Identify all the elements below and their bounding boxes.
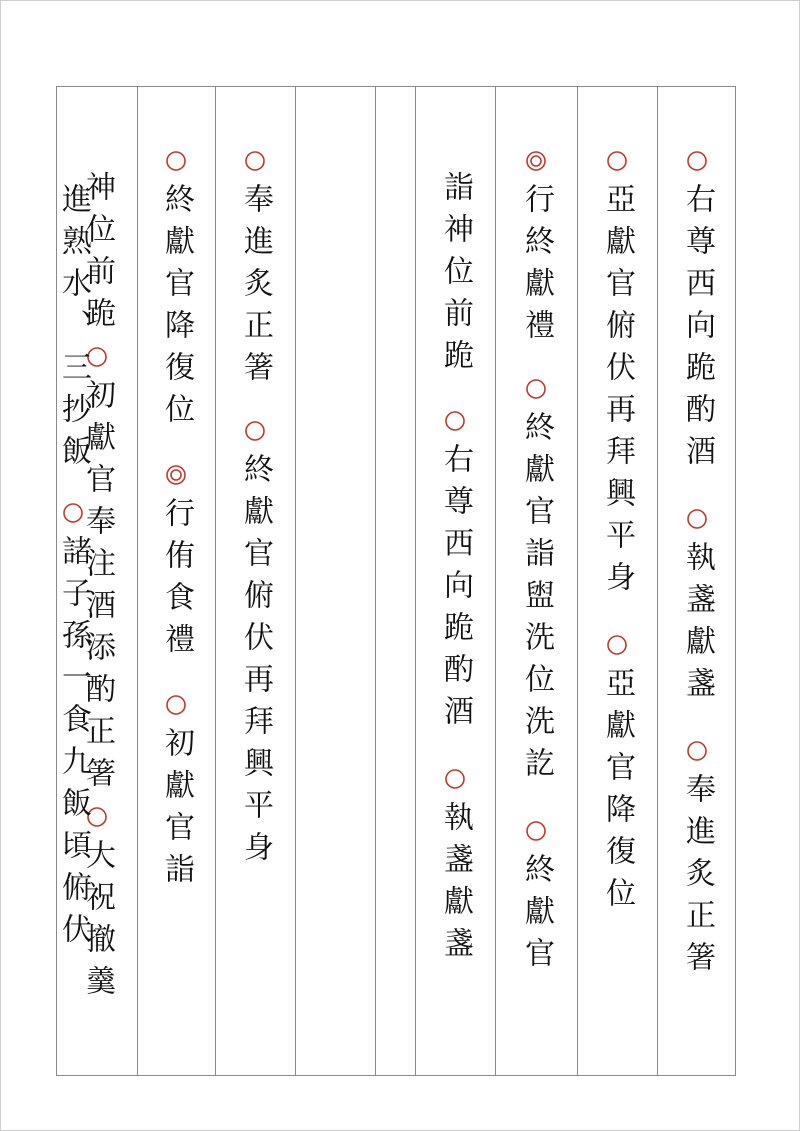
column-text: 終獻官	[519, 853, 554, 979]
text-segment	[160, 689, 192, 895]
column-grid	[56, 86, 736, 1076]
column-text: 行終獻禮	[519, 183, 554, 351]
text-segment	[439, 405, 471, 737]
column-text: 右尊西向跪酌酒	[438, 443, 473, 737]
column-text: 終獻官詣盥洗位洗訖	[519, 411, 554, 789]
column-text: 亞獻官降復位	[600, 667, 635, 919]
text-segment	[601, 629, 633, 919]
circle-mark-icon	[57, 497, 89, 529]
text-segment	[160, 145, 192, 435]
circle-mark-icon	[520, 373, 552, 405]
text-segment	[601, 145, 633, 603]
circle-mark-icon	[160, 145, 192, 177]
column-text: 神位前跪	[80, 171, 115, 339]
column-text: 初獻官奉注酒添酌正箸	[80, 379, 115, 799]
text-column	[415, 87, 495, 1075]
double-circle-mark-icon	[520, 145, 552, 177]
text-segment	[438, 165, 473, 381]
circle-mark-icon	[439, 763, 471, 795]
column-text: 詣神位前跪	[438, 171, 473, 381]
double-circle-mark-icon	[160, 459, 192, 491]
text-column	[215, 87, 295, 1075]
text-segment	[520, 145, 552, 351]
column-text: 奉進炙正箸	[238, 183, 273, 393]
text-segment	[681, 145, 713, 477]
text-column	[577, 87, 657, 1075]
circle-mark-icon	[439, 405, 471, 437]
text-segment	[239, 415, 271, 873]
column-text: 進熟水、三抄飯	[56, 183, 91, 477]
text-segment	[439, 763, 471, 969]
text-column	[295, 87, 375, 1075]
text-column	[495, 87, 577, 1075]
column-text: 諸子孫一食九飯頃俯伏	[56, 535, 91, 955]
text-segment	[56, 177, 91, 477]
circle-mark-icon	[681, 145, 713, 177]
circle-mark-icon	[239, 415, 271, 447]
text-column	[375, 87, 415, 1075]
circle-mark-icon	[681, 735, 713, 767]
circle-mark-icon	[681, 503, 713, 535]
column-text: 初獻官詣	[159, 727, 194, 895]
text-segment	[520, 373, 552, 789]
column-text: 行侑食禮	[159, 497, 194, 665]
text-column	[657, 87, 737, 1075]
circle-mark-icon	[239, 145, 271, 177]
column-text: 執盞獻盞	[680, 541, 715, 709]
circle-mark-icon	[520, 815, 552, 847]
text-segment	[681, 503, 713, 709]
text-segment	[239, 145, 271, 393]
circle-mark-icon	[601, 145, 633, 177]
circle-mark-icon	[601, 629, 633, 661]
text-segment	[681, 735, 713, 983]
text-segment	[57, 497, 89, 955]
column-text: 執盞獻盞	[438, 801, 473, 969]
column-text: 亞獻官俯伏再拜興平身	[600, 183, 635, 603]
column-text: 終獻官俯伏再拜興平身	[238, 453, 273, 873]
column-text: 終獻官降復位	[159, 183, 194, 435]
column-text: 大祝撤羹	[80, 839, 115, 1007]
text-column	[57, 87, 89, 1075]
column-text: 奉進炙正箸	[680, 773, 715, 983]
text-segment	[160, 459, 192, 665]
text-column	[137, 87, 215, 1075]
column-text: 右尊西向跪酌酒	[680, 183, 715, 477]
text-segment	[520, 815, 552, 979]
circle-mark-icon	[160, 689, 192, 721]
